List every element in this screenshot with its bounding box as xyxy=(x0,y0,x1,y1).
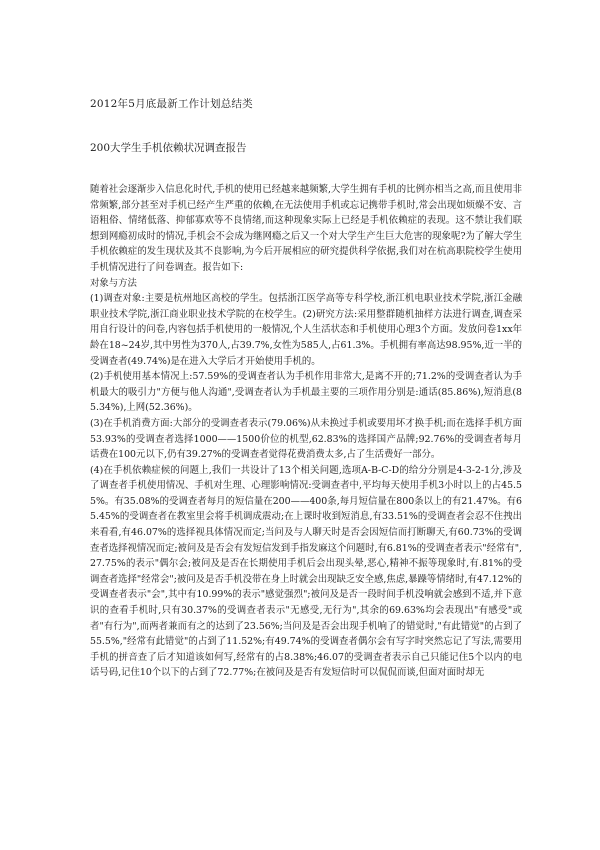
header-title: 2012年5月底最新工作计划总结类 xyxy=(90,98,253,110)
section-heading: 对象与方法 xyxy=(90,277,137,289)
paragraph-dependence: (4)在手机依赖症候的问题上,我们一共设计了13个相关问题,选项A-B-C-D的给分分别是4-3-2-1分,涉及了调查者手机使用情况、手机对生理、心理影响情况:受调查者中,平均每天使用手机3小时以上的占45.55%。有35.08%的受调查者每月的短信量在200——400条,每月短信量在800条以上的有21.47%。有65.45%的受调查者在教室里会将手机调成震动;在上课时收到短消息,有33.51%的受调查者会忍不住拽出来看看,有46.07%的选择视具体情况而定;当问及与人聊天时是否会因短信而打断聊天,有60.73%的受调查者选择视情况而定;被问及是否会有发短信发到手指发麻这个问题时,有6.81%的受调查者表示"经常有",27.75%的表示"偶尔会;被问及是否在长期使用手机后会出现头晕,恶心,精神不振等现象时,有.81%的受调查者选择"经常会";被问及是否手机没带在身上时就会出现缺乏安全感,焦虑,暴躁等情绪时,有47.12%的受调查者表示"会",其中有10.99%的表示"感觉强烈";被问及是否一段时间手机没响就会感到不适,并下意识的查看手机时,只有30.37%的受调查者表示"无感受,无行为",其余的69.63%均会表现出"有感受"或者"有行为",而两者兼而有之的达到了23.56%;当问及是否会出现手机响了的错觉时,"有此错觉"的占到了55.5%,"经常有此错觉"的占到了11.52%;有49.74%的受调查者偶尔会有写字时突然忘记了写法,需要用手机的拼音查了后才知道该如何写,经常有的占8.38%;46.07的受调查者表示自己只能记住5个以内的电话号码,记住10个以下的占到了72.77%;在被问及是否有发短信时可以侃侃而谈,但面对面时却无 xyxy=(90,464,522,679)
paragraph-methods: (1)调查对象:主要是杭州地区高校的学生。包括浙江医学高等专科学校,浙江机电职业技术学院,浙江金融职业技术学院,浙江商业职业技术学院的在校学生。(2)研究方法:采用整群随机抽样方法进行调查,调查采用自行设计的问卷,内容包括手机使用的一般情况,个人生活状态和手机使用心理3个方面。发放问卷1xx年龄在18~24岁,其中男性为370人,占39.7%,女性为585人,占61.3%。手机拥有率高达98.95%,近一半的受调查者(49.74%)是在进入大学后才开始使用手机的。 xyxy=(90,293,522,367)
paragraph-basic-usage: (2)手机使用基本情况上:57.59%的受调查者认为手机作用非常大,是离不开的;71.2%的受调查者认为手机最大的吸引力"方便与他人沟通",受调查者认为手机最主要的三项作用分别是:通话(85.86%),短消息(85.34%),上网(52.36%)。 xyxy=(90,371,522,414)
document-body xyxy=(90,182,522,681)
document-title: 200大学生手机依赖状况调查报告 xyxy=(90,142,247,154)
paragraph-intro: 随着社会逐渐步入信息化时代,手机的使用已经越来越频繁,大学生拥有手机的比例亦相当之高,而且使用非常频繁,部分甚至对手机已经产生严重的依赖,在无法使用手机或忘记携带手机时,常会出现如烦燥不安、言语粗俗、情绪低落、抑郁寡欢等不良情绪,而这种现象实际上已经是手机依赖症的表现。这不禁让我们联想到网瘾初成时的情况,手机会不会成为继网瘾之后又一个对大学生产生巨大危害的现象呢?为了解大学生手机依赖症的发生现状及其不良影响,为今后开展相应的研究提供科学依据,我们对在杭高职院校学生使用手机情况进行了问卷调查。报告如下: xyxy=(90,184,522,273)
paragraph-consumption: (3)在手机消费方面:大部分的受调查者表示(79.06%)从未换过手机或要用坏才换手机;而在选择手机方面53.93%的受调查者选择1000——1500价位的机型,62.83%的选择国产品牌;92.76%的受调查者每月话费在100元以下,仍有39.27%的受调查者觉得花费消费太多,占了生活费好一部分。 xyxy=(90,417,522,461)
